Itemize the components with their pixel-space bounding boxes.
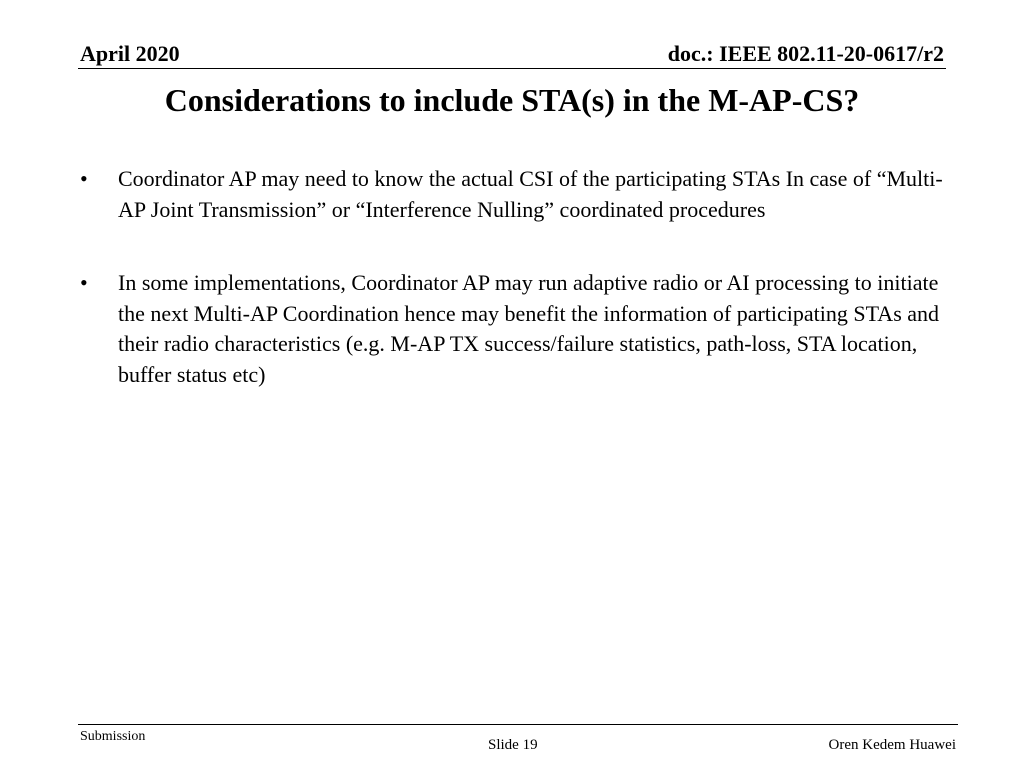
header-divider	[78, 68, 946, 69]
header-doc-id: doc.: IEEE 802.11-20-0617/r2	[667, 41, 944, 66]
bullet-text: Coordinator AP may need to know the actual CSI of the participating STAs In case of “Multi-AP Joint Transmission” or “Interference Nulling” coordinated procedures	[118, 166, 943, 222]
footer-divider	[78, 724, 958, 725]
footer-slide-number: Slide 19	[488, 737, 538, 753]
bullet-item-1	[78, 164, 948, 225]
header-date: April 2020	[80, 41, 180, 66]
footer-submission: Submission	[80, 729, 146, 744]
bullet-list	[78, 164, 948, 433]
bullet-item-2	[78, 268, 948, 390]
slide-title: Considerations to include STA(s) in the M-AP-CS?	[164, 82, 860, 118]
bullet-marker: •	[80, 166, 88, 191]
bullet-marker: •	[80, 270, 88, 295]
footer-author: Oren Kedem Huawei	[828, 737, 956, 753]
bullet-text: In some implementations, Coordinator AP may run adaptive radio or AI processing to initiate the next Multi-AP Coordination hence may benefit the information of participating STAs and their radio characteristics (e.g. M-AP TX success/failure statistics, path-loss, STA location, buffer status etc)	[118, 270, 940, 387]
